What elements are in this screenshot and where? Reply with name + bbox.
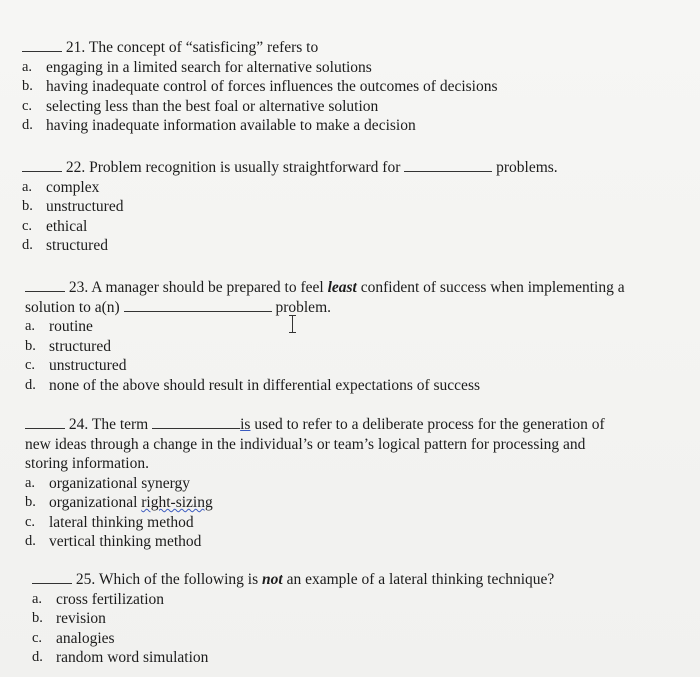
option-text: vertical thinking method (49, 533, 202, 550)
question-number: 23. (68, 279, 89, 296)
answer-blank (22, 170, 62, 172)
option (22, 97, 498, 117)
option (25, 317, 625, 337)
option (25, 337, 625, 357)
question-text-end: problem. (275, 298, 331, 316)
option-letter: b. (25, 337, 36, 354)
option-letter: b. (22, 78, 33, 94)
question-text-end: problems. (496, 159, 558, 176)
question-23 (25, 278, 625, 395)
option-letter: a. (32, 590, 43, 607)
question-stem (25, 278, 625, 298)
option-letter: b. (22, 198, 33, 214)
fill-in-blank (152, 427, 240, 429)
option-letter: c. (25, 357, 36, 373)
option-text: having inadequate information available to make a decision (46, 117, 416, 134)
question-25 (32, 570, 554, 668)
answer-blank (22, 50, 62, 52)
option (25, 376, 625, 396)
question-stem (22, 38, 498, 58)
option-text: routine (49, 318, 93, 335)
option-text: engaging in a limited search for alternative solutions (46, 58, 372, 76)
option-text: organizational (49, 494, 138, 511)
question-number: 24. (68, 416, 89, 433)
fill-in-blank (404, 170, 492, 172)
option-text: analogies (56, 629, 115, 647)
option-letter: a. (22, 58, 33, 75)
question-22 (22, 158, 558, 256)
option-letter: c. (25, 513, 36, 530)
option-text: unstructured (46, 198, 124, 215)
option (22, 116, 498, 136)
question-stem-line-2: new ideas through a change in the individual’s or team’s logical pattern for processing and (25, 435, 586, 453)
option-letter: a. (22, 178, 33, 195)
question-number: 25. (75, 571, 96, 588)
option (32, 590, 554, 610)
option-letter: b. (32, 610, 43, 626)
option (22, 77, 498, 97)
question-24 (25, 415, 605, 552)
question-emphasis: not (262, 571, 283, 588)
option-letter: b. (25, 494, 36, 510)
option-letter: d. (22, 237, 33, 253)
option (25, 493, 605, 513)
question-emphasis: least (327, 279, 357, 296)
option-text: ethical (46, 217, 88, 235)
answer-blank (32, 582, 72, 584)
text-cursor-icon (287, 315, 299, 333)
option-text: selecting less than the best foal or alternative solution (46, 97, 379, 115)
option-letter: a. (25, 474, 36, 491)
option (22, 197, 558, 217)
option (25, 532, 605, 552)
answer-blank (25, 427, 65, 429)
question-text-cont: used to refer to a deliberate process for the generation of (254, 416, 605, 433)
option-text: organizational synergy (49, 474, 191, 492)
option-text: unstructured (49, 357, 127, 374)
question-text: Which of the following is (98, 571, 259, 588)
option-letter: d. (25, 376, 36, 393)
question-number: 22. (65, 159, 86, 176)
option (25, 356, 625, 376)
option (32, 609, 554, 629)
option (22, 58, 498, 78)
option-text: having inadequate control of forces influences the outcomes of decisions (46, 78, 498, 95)
question-stem (25, 415, 605, 435)
option-text: cross fertilization (56, 590, 165, 608)
option (25, 513, 605, 533)
option-letter: c. (22, 97, 33, 114)
question-text-line-2: solution to a(n) (25, 298, 120, 316)
option-letter: c. (32, 629, 43, 646)
question-text: The concept of “satisficing” refers to (88, 39, 319, 56)
option-letter: a. (25, 318, 36, 334)
option-text: complex (46, 178, 100, 196)
question-stem-line-3: storing information. (25, 455, 149, 472)
option-text: structured (46, 237, 108, 254)
option-text: none of the above should result in differential expectations of success (49, 376, 481, 394)
option (22, 217, 558, 237)
question-stem (32, 570, 554, 590)
option-letter: d. (25, 533, 36, 549)
option-letter: d. (22, 117, 33, 133)
option-letter: c. (22, 217, 33, 234)
question-text-cont: an example of a lateral thinking technique? (286, 571, 555, 588)
question-text: A manager should be prepared to feel (91, 279, 324, 296)
option (22, 178, 558, 198)
question-text-cont: confident of success when implementing a (360, 279, 625, 296)
fill-in-blank (124, 310, 272, 312)
option (25, 474, 605, 494)
answer-blank (25, 290, 65, 292)
option (32, 629, 554, 649)
question-stem (22, 158, 558, 178)
question-number: 21. (65, 39, 86, 56)
question-21 (22, 38, 498, 136)
option-text: structured (49, 337, 111, 355)
spellcheck-flagged-text: right-sizing (141, 494, 213, 511)
option (32, 648, 554, 668)
question-text: The term (91, 416, 149, 433)
question-stem-line-2 (25, 298, 625, 318)
option-text: random word simulation (56, 649, 209, 666)
option-text: lateral thinking method (49, 513, 194, 531)
underlined-word: is (240, 416, 251, 433)
option (22, 236, 558, 256)
question-text: Problem recognition is usually straightforward for (89, 159, 401, 176)
option-letter: d. (32, 649, 43, 665)
option-text: revision (56, 610, 106, 627)
